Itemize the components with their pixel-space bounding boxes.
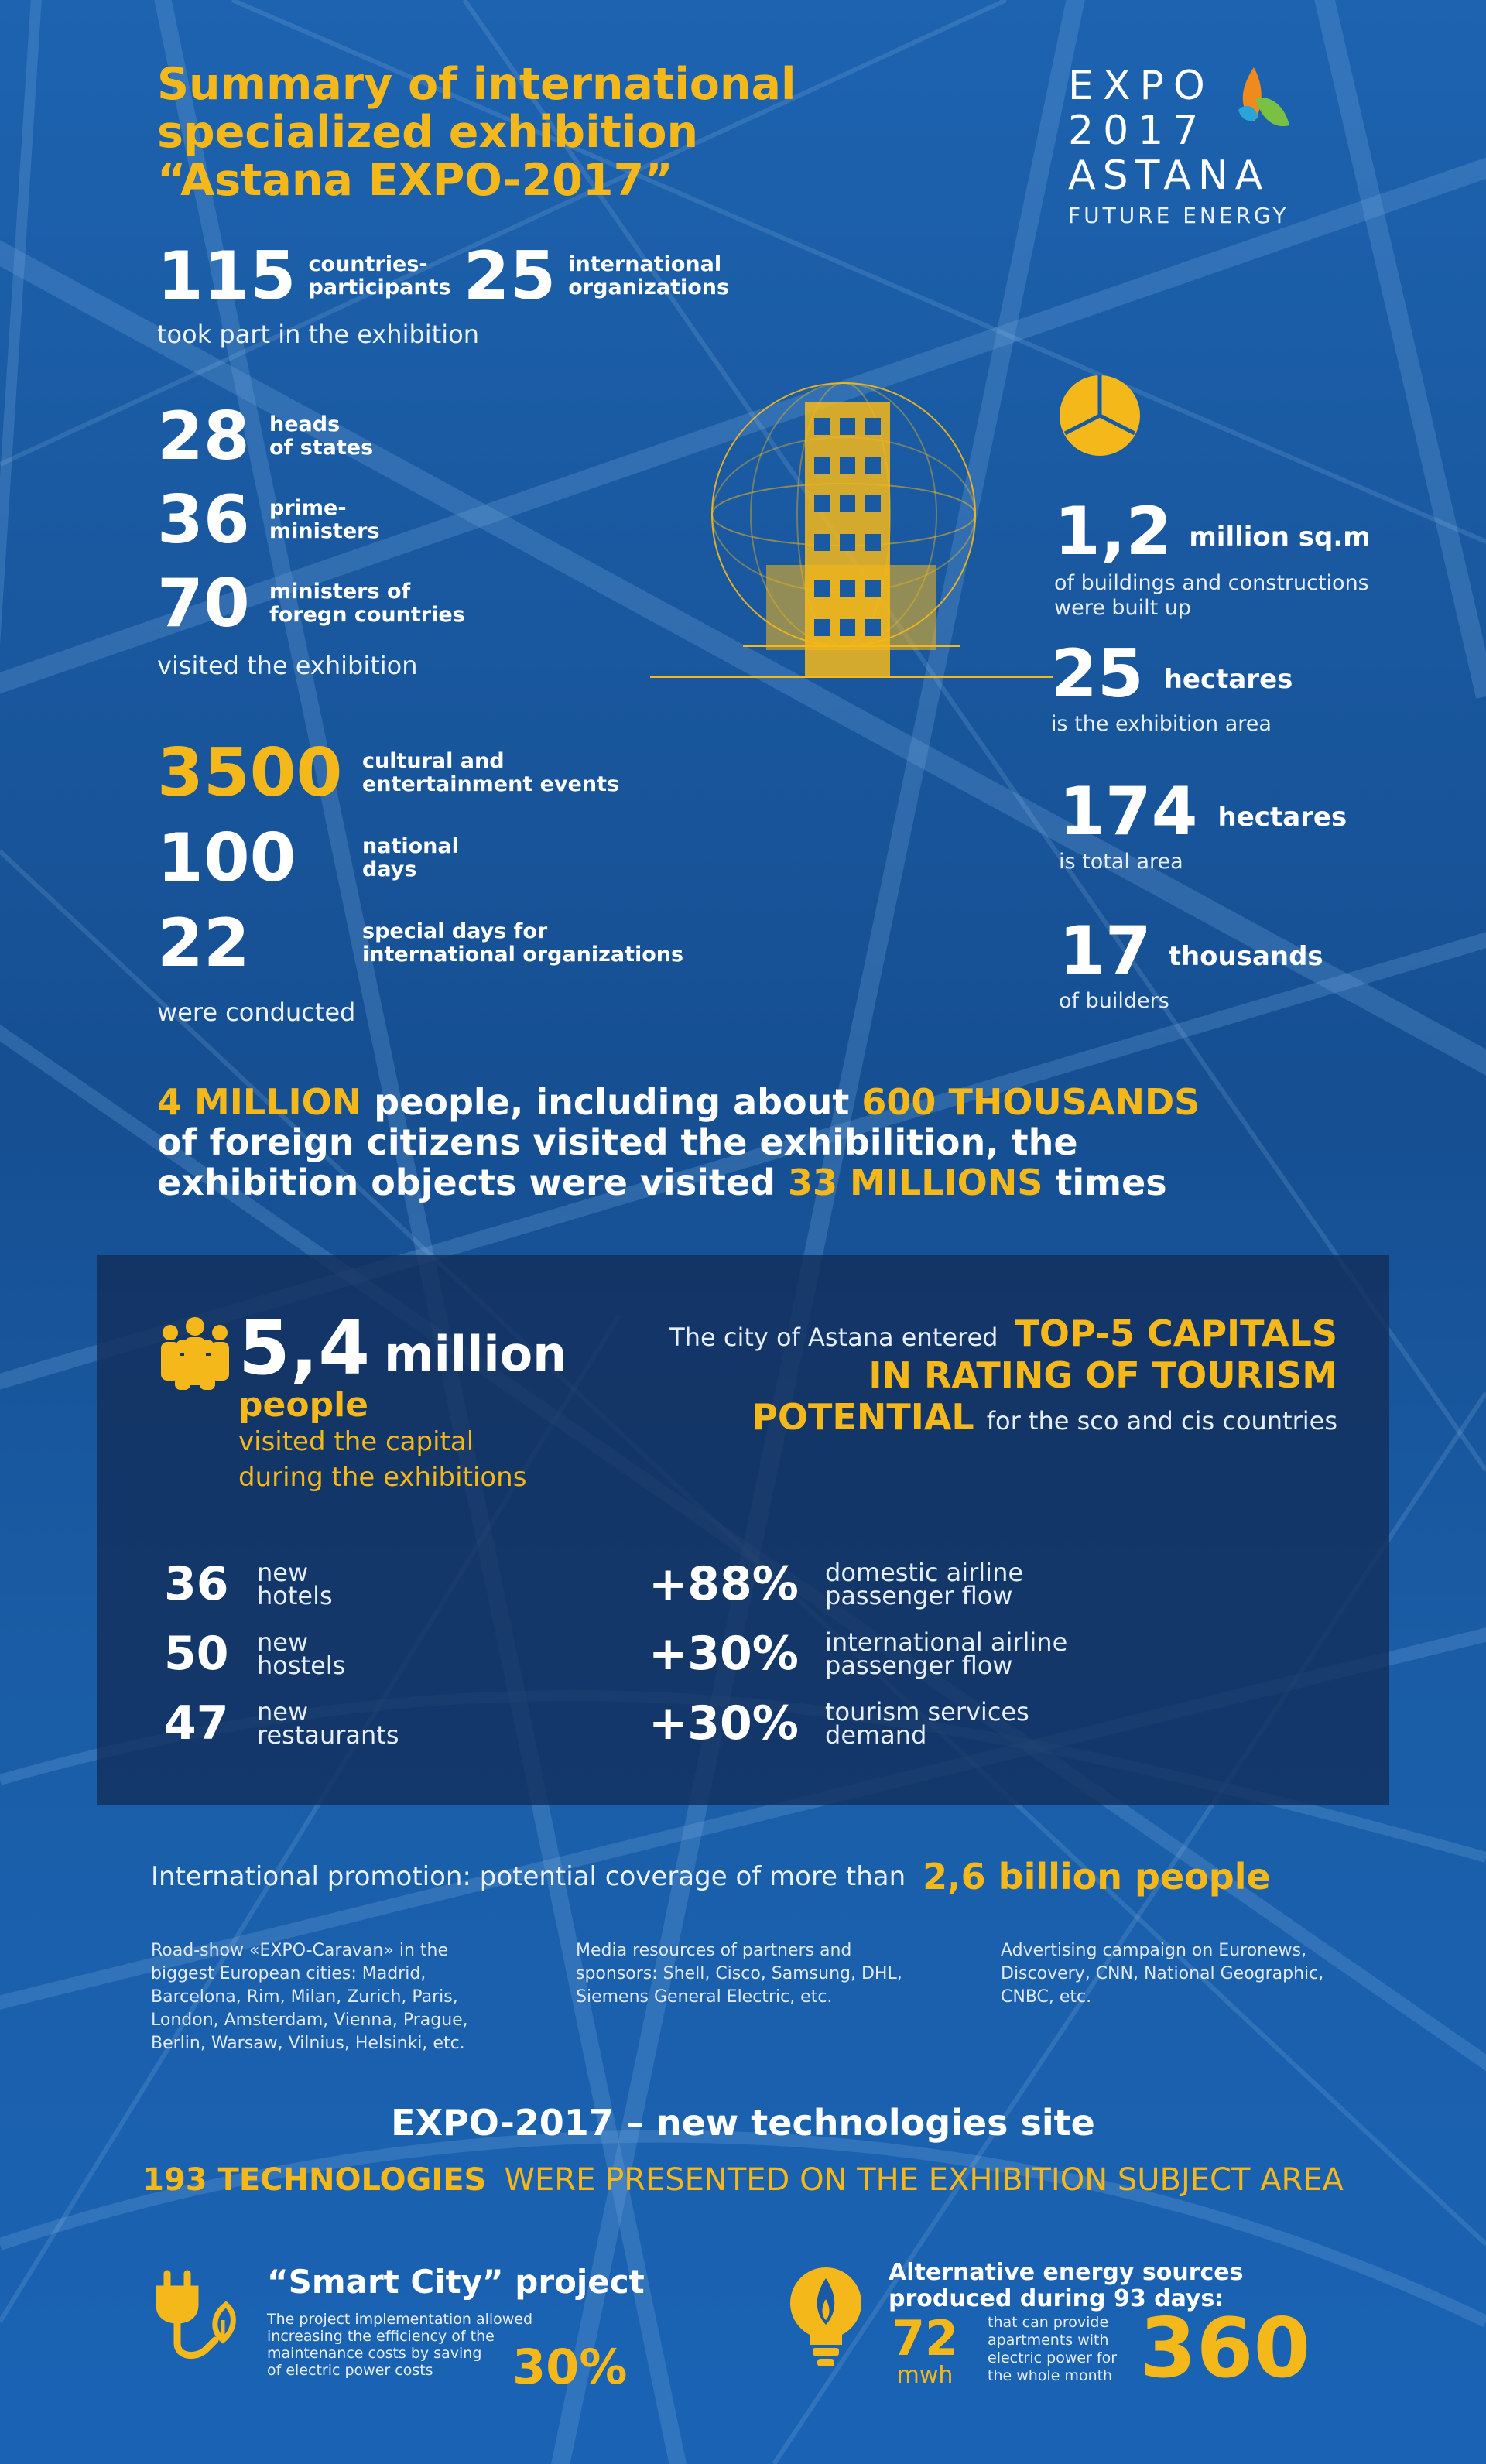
events-label-line-1: national <box>362 834 459 858</box>
events-caption: were conducted <box>157 998 356 1027</box>
title-line-1: Summary of international <box>157 59 796 110</box>
promotion-text: Discovery, CNN, National Geographic, <box>1001 1964 1324 1983</box>
tourism-left-list <box>164 1549 399 1758</box>
technologies-heading: EXPO-2017 – new technologies site <box>391 2102 1095 2144</box>
promotion-text: Siemens General Electric, etc. <box>576 1987 833 2007</box>
tourism-label <box>257 1558 333 1610</box>
area-caption: is the exhibition area <box>1051 712 1272 736</box>
area-caption: is total area <box>1059 850 1183 874</box>
rating-line-2: IN RATING OF TOURISM <box>868 1354 1337 1396</box>
area-num: 1,2 <box>1054 493 1173 570</box>
events-item <box>157 816 683 901</box>
officials-label-line-2: ministers <box>269 519 380 543</box>
tourism-rating <box>588 1312 1337 1438</box>
area-num: 17 <box>1059 912 1152 990</box>
visitors-text: times <box>1043 1162 1167 1203</box>
technologies-count: 193 TECHNOLOGIES <box>142 2162 487 2198</box>
events-label <box>362 750 619 796</box>
capital-caption-line-1: visited the capital <box>238 1426 474 1457</box>
area-stat <box>1059 912 1323 1014</box>
tourism-pct: +30% <box>649 1627 799 1681</box>
title-line-3: “Astana EXPO-2017” <box>157 155 673 206</box>
tourism-label <box>257 1697 399 1750</box>
area-num: 25 <box>1051 635 1144 713</box>
officials-item <box>157 478 465 562</box>
tourism-label-line-2: hotels <box>257 1581 333 1610</box>
tourism-num: 47 <box>164 1696 229 1750</box>
tourism-label <box>825 1697 1029 1750</box>
tourism-item <box>649 1549 1067 1619</box>
energy-num: 72 <box>891 2310 959 2366</box>
capital-num: 5,4 <box>238 1305 371 1391</box>
promotion-headline <box>151 1856 1271 1898</box>
area-unit: million sq.m <box>1189 522 1371 553</box>
smart-city-text-line: The project implementation allowed <box>267 2311 533 2328</box>
pavilion-illustration <box>650 379 1053 712</box>
officials-caption: visited the exhibition <box>157 651 418 680</box>
events-list <box>157 731 683 986</box>
capital-people: people <box>238 1385 368 1425</box>
visitors-foreign: 600 THOUSANDS <box>861 1081 1200 1123</box>
tourism-num: 50 <box>164 1627 229 1681</box>
officials-list <box>157 395 465 645</box>
lightbulb-flame-icon <box>783 2264 868 2373</box>
countries-label <box>309 253 451 299</box>
events-label-line-2: entertainment events <box>362 772 620 796</box>
visitors-line-1 <box>157 1082 1200 1122</box>
promotion-col-2 <box>576 1939 978 2009</box>
tourism-label-line-1: new <box>257 1627 309 1657</box>
capital-unit: million <box>384 1325 567 1382</box>
energy-unit: mwh <box>896 2362 954 2389</box>
officials-label-line-2: of states <box>269 436 374 460</box>
events-label-line-1: cultural and <box>362 749 505 773</box>
rating-line-1 <box>588 1312 1337 1354</box>
pie-chart-icon <box>1057 373 1142 458</box>
area-caption <box>1054 571 1371 621</box>
visitors-objects: 33 MILLIONS <box>787 1162 1043 1203</box>
energy-text-line: the whole month <box>988 2367 1113 2384</box>
tourism-pct: +88% <box>649 1557 799 1611</box>
title-line-2: specialized exhibition <box>157 107 699 158</box>
events-num: 22 <box>157 905 250 982</box>
plug-leaf-icon <box>152 2266 245 2366</box>
visitors-total: 4 MILLION <box>157 1081 362 1123</box>
orgs-label-line-1: international <box>568 252 722 276</box>
smart-city-text-line: of electric power costs <box>267 2362 433 2379</box>
energy-apartments: 360 <box>1139 2301 1311 2396</box>
tourism-right-list <box>649 1549 1067 1758</box>
promotion-prefix: International promotion: potential coverage of more than <box>151 1861 906 1892</box>
area-stat <box>1051 635 1293 737</box>
promotion-text: Berlin, Warsaw, Vilnius, Helsinki, etc. <box>151 2034 465 2053</box>
area-caption-line-2: were built up <box>1054 596 1192 620</box>
events-label-line-1: special days for <box>362 919 548 943</box>
tourism-label <box>825 1558 1024 1610</box>
smart-city-text-line: maintenance costs by saving <box>267 2345 482 2362</box>
countries-label-line-1: countries- <box>308 252 428 276</box>
tourism-label-line-1: international airline <box>825 1627 1068 1657</box>
officials-item <box>157 562 465 645</box>
officials-label-line-1: prime- <box>269 496 347 520</box>
promotion-text: London, Amsterdam, Vienna, Prague, <box>151 2011 468 2030</box>
promotion-text: Road-show «EXPO-Caravan» in the <box>151 1941 448 1960</box>
people-group-icon <box>155 1316 235 1393</box>
orgs-count: 25 <box>463 238 556 315</box>
officials-label <box>269 497 380 543</box>
expo-logo <box>1068 63 1323 234</box>
officials-num: 36 <box>157 481 250 559</box>
rating-top5: TOP-5 CAPITALS <box>1015 1312 1337 1354</box>
rating-suffix: for the sco and cis countries <box>986 1406 1337 1436</box>
tourism-item <box>649 1619 1067 1689</box>
tourism-label-line-1: new <box>257 1558 309 1587</box>
visitors-line-3 <box>157 1162 1200 1203</box>
officials-label-line-1: heads <box>269 412 341 436</box>
promotion-text: Media resources of partners and <box>576 1941 852 1960</box>
orgs-label <box>568 253 729 299</box>
tourism-label-line-2: passenger flow <box>825 1581 1013 1610</box>
officials-label-line-1: ministers of <box>269 580 411 604</box>
countries-count: 115 <box>157 238 296 315</box>
capital-caption-line-2: during the exhibitions <box>238 1462 527 1493</box>
tourism-label <box>257 1627 346 1680</box>
logo-line-3: ASTANA <box>1068 152 1270 199</box>
promotion-text: CNBC, etc. <box>1001 1987 1092 2007</box>
tourism-label <box>825 1627 1068 1680</box>
logo-line-1: EXPO <box>1068 63 1214 109</box>
tourism-label-line-2: demand <box>825 1720 927 1750</box>
area-caption: of builders <box>1059 989 1169 1013</box>
officials-label <box>269 413 373 460</box>
area-num: 174 <box>1059 773 1198 850</box>
events-label-line-2: days <box>362 857 417 881</box>
officials-num: 70 <box>157 565 250 642</box>
flame-leaf-icon <box>1231 63 1293 149</box>
energy-amount <box>889 2310 961 2389</box>
events-item <box>157 901 683 986</box>
tourism-item <box>164 1689 399 1758</box>
promotion-text: Barcelona, Rim, Milan, Zurich, Paris, <box>151 1987 458 2007</box>
promotion-col-3 <box>1001 1939 1403 2009</box>
capital-visitors <box>238 1305 567 1495</box>
promotion-text: sponsors: Shell, Cisco, Samsung, DHL, <box>576 1964 902 1983</box>
energy-text-line: electric power for <box>988 2349 1118 2366</box>
logo-tagline: FUTURE ENERGY <box>1068 203 1289 228</box>
logo-line-2: 2017 <box>1068 108 1208 154</box>
area-caption-line-1: of buildings and constructions <box>1054 571 1369 595</box>
rating-line-3 <box>588 1396 1337 1438</box>
area-stat <box>1059 773 1347 874</box>
energy-text <box>988 2314 1150 2385</box>
events-num: 3500 <box>157 734 343 812</box>
smart-city-title: “Smart City” project <box>267 2263 645 2301</box>
tourism-item <box>649 1689 1067 1758</box>
energy-title-line-2: produced during 93 days: <box>889 2285 1224 2312</box>
area-unit: hectares <box>1163 664 1293 695</box>
visitors-text: exhibition objects were visited <box>157 1162 788 1203</box>
capital-caption <box>238 1424 567 1495</box>
tourism-label-line-1: domestic airline <box>825 1558 1024 1587</box>
visitors-line-2: of foreign citizens visited the exhibilition, the <box>157 1121 1078 1163</box>
officials-num: 28 <box>157 398 250 475</box>
tourism-num: 36 <box>164 1557 229 1611</box>
officials-item <box>157 395 465 478</box>
countries-label-line-2: participants <box>308 275 451 299</box>
tourism-item <box>164 1549 399 1619</box>
promotion-value: 2,6 billion people <box>923 1856 1271 1898</box>
area-unit: thousands <box>1168 941 1323 972</box>
technologies-line <box>0 2162 1486 2198</box>
events-item <box>157 731 683 816</box>
promotion-col-1 <box>151 1939 538 2055</box>
events-label-line-2: international organizations <box>362 943 684 967</box>
area-unit: hectares <box>1217 802 1347 833</box>
rating-prefix: The city of Astana entered <box>669 1323 998 1352</box>
tourism-item <box>164 1619 399 1689</box>
tourism-label-line-2: hostels <box>257 1651 346 1680</box>
tourism-label-line-1: tourism services <box>825 1697 1029 1727</box>
tourism-label-line-1: new <box>257 1697 309 1727</box>
promotion-text: Advertising campaign on Euronews, <box>1001 1941 1307 1960</box>
participants-caption: took part in the exhibition <box>157 320 479 349</box>
officials-label <box>269 580 465 627</box>
participants-row <box>157 238 730 315</box>
events-label <box>362 835 459 881</box>
area-stat <box>1054 493 1371 621</box>
events-label <box>362 920 683 967</box>
events-num: 100 <box>157 820 296 897</box>
visitors-headline <box>157 1082 1200 1203</box>
promotion-text: biggest European cities: Madrid, <box>151 1964 426 1983</box>
energy-title-line-1: Alternative energy sources <box>889 2259 1244 2286</box>
energy-text-line: that can provide <box>988 2314 1109 2331</box>
orgs-label-line-2: organizations <box>568 275 730 299</box>
visitors-text: people, including about <box>361 1081 862 1123</box>
smart-city-value: 30% <box>512 2339 628 2395</box>
smart-city-text-line: increasing the efficiency of the <box>267 2328 495 2345</box>
page-title <box>157 60 854 204</box>
rating-potential: POTENTIAL <box>752 1396 974 1438</box>
energy-text-line: apartments with <box>988 2332 1109 2349</box>
tourism-label-line-2: restaurants <box>257 1720 399 1750</box>
tourism-label-line-2: passenger flow <box>825 1651 1013 1680</box>
officials-label-line-2: foregn countries <box>269 603 465 627</box>
tourism-pct: +30% <box>649 1696 799 1750</box>
technologies-rest: WERE PRESENTED ON THE EXHIBITION SUBJECT AREA <box>504 2162 1344 2198</box>
